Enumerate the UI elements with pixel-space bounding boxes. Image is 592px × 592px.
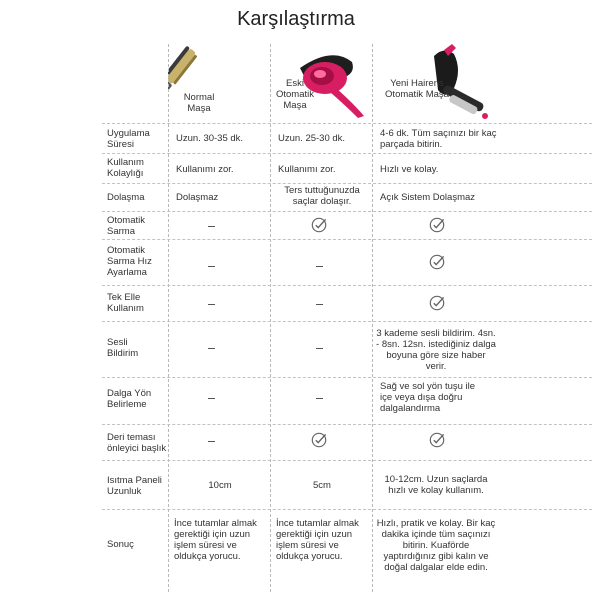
check-circle-icon	[311, 217, 327, 233]
cell-result-old: İnce tutamlar almak gerektiği için uzun işlem süresi ve oldukça yorucu.	[276, 518, 359, 562]
dash-sound-normal	[208, 348, 215, 349]
check-circle-icon	[429, 295, 445, 311]
check-circle-icon	[429, 432, 445, 448]
column-label-normal: Normal Maşa	[183, 92, 215, 114]
cell-ease-old: Kullanımı zor.	[278, 164, 336, 175]
grid-line-h	[102, 239, 592, 240]
row-label-result: Sonuç	[107, 539, 134, 550]
row-label-sound: Sesli Bildirim	[107, 337, 139, 359]
cell-wave-dir-new: Sağ ve sol yön tuşu ile içe veya dışa doğru dalgalandırma	[380, 381, 476, 414]
page-title: Karşılaştırma	[237, 8, 355, 30]
dash-wave-dir-normal	[208, 398, 215, 399]
row-label-one-hand: Tek Elle Kullanım	[107, 292, 144, 314]
grid-line-h	[102, 211, 592, 212]
row-label-tangle: Dolaşma	[107, 192, 145, 203]
cell-duration-new: 4-6 dk. Tüm saçınızı bir kaç parçada bitirin.	[380, 128, 497, 150]
grid-line-h	[102, 460, 592, 461]
grid-line-h	[102, 509, 592, 510]
grid-line-h	[102, 123, 592, 124]
column-label-new-hairens: Yeni Hairens Otomatik Maşa	[385, 78, 449, 100]
cell-panel-length-new: 10-12cm. Uzun saçlarda hızlı ve kolay kullanım.	[384, 474, 488, 496]
dash-speed-normal	[208, 266, 215, 267]
cell-result-normal: İnce tutamlar almak gerektiği için uzun işlem süresi ve oldukça yorucu.	[174, 518, 257, 562]
row-label-wave-dir: Dalga Yön Belirleme	[107, 388, 152, 410]
cell-panel-length-normal: 10cm	[208, 480, 232, 491]
row-label-skin-guard: Deri teması önleyici başlık	[107, 432, 167, 454]
dash-speed-old	[316, 266, 323, 267]
cell-ease-new: Hızlı ve kolay.	[380, 164, 439, 175]
dash-sound-old	[316, 348, 323, 349]
dash-auto-wrap-normal	[208, 226, 215, 227]
row-label-duration: Uygulama Süresi	[107, 128, 150, 150]
grid-line-h	[102, 424, 592, 425]
cell-panel-length-old: 5cm	[313, 480, 331, 491]
dash-one-hand-normal	[208, 304, 215, 305]
cell-tangle-new: Açık Sistem Dolaşmaz	[380, 192, 476, 203]
column-header-normal	[168, 44, 270, 123]
row-label-auto-wrap: Otomatik Sarma	[107, 215, 146, 237]
row-label-ease: Kullanım Kolaylığı	[107, 157, 144, 179]
cell-tangle-normal: Dolaşmaz	[176, 192, 219, 203]
check-circle-icon	[429, 217, 445, 233]
cell-duration-normal: Uzun. 30-35 dk.	[176, 133, 244, 144]
check-circle-icon	[311, 432, 327, 448]
row-label-speed: Otomatik Sarma Hız Ayarlama	[107, 245, 152, 278]
dash-wave-dir-old	[316, 398, 323, 399]
cell-duration-old: Uzun. 25-30 dk.	[278, 133, 346, 144]
cell-ease-normal: Kullanımı zor.	[176, 164, 234, 175]
dash-skin-guard-normal	[208, 441, 215, 442]
grid-line-h	[102, 183, 592, 184]
column-header-old-auto	[270, 44, 372, 123]
row-label-panel-length: Isıtma Paneli Uzunluk	[107, 475, 162, 497]
column-label-old-auto: Eski Otomatik Maşa	[275, 78, 314, 111]
grid-line-h	[102, 377, 592, 378]
grid-line-h	[102, 153, 592, 154]
check-circle-icon	[429, 254, 445, 270]
dash-one-hand-old	[316, 304, 323, 305]
cell-tangle-old: Ters tuttuğunuzda saçlar dolaşır.	[284, 185, 360, 207]
grid-line-h	[102, 321, 592, 322]
cell-result-new: Hızlı, pratik ve kolay. Bir kaç dakika içinde tüm saçınızı bitirin. Kuaförde yaptırdığınız gibi kalın ve doğal dalgalar elde edin.	[376, 518, 496, 573]
column-header-new-hairens	[372, 44, 500, 123]
grid-line-h	[102, 285, 592, 286]
cell-sound-new: 3 kademe sesli bildirim. 4sn. - 8sn. 12sn. istediğiniz dalga boyuna göre size haber verir.	[376, 328, 496, 372]
